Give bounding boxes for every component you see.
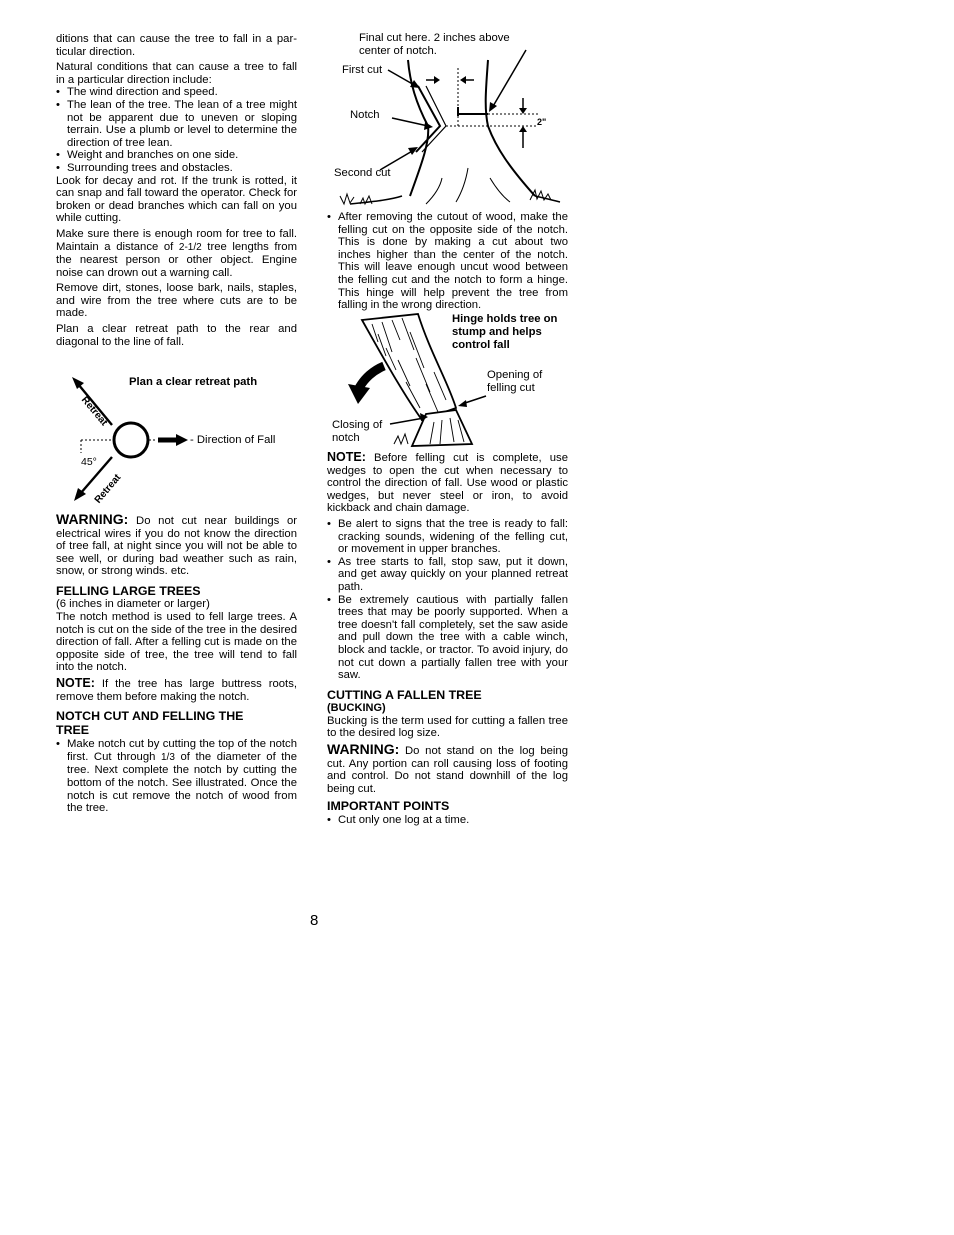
note-label: NOTE: (327, 450, 366, 464)
notch-list (56, 738, 297, 815)
heading-notch-cut: NOTCH CUT AND FELLING THE TREE (56, 709, 244, 737)
closing-label: Closing of notch (332, 419, 383, 444)
note-label: NOTE: (56, 676, 95, 691)
list-item: • Be extremely cautious with partially fallen trees that may be poorly supported. When a tree doesn't fall completely, set the saw aside and pull down the tree with a cable winch, block and tackle, or tractor. To avoid injury, do not cut down a partially fallen tree with your saw. (327, 594, 568, 682)
retreat-figure-title: Plan a clear retreat path (129, 376, 258, 388)
room-paragraph: Make sure there is enough room for tree to fall. Maintain a distance of 2-1/2 tree lengths from the nearest person or other object. Engine noise can drown out a warning call. (56, 227, 297, 279)
retreat-paragraph: Plan a clear retreat path to the rear and diagonal to the line of fall. (56, 323, 297, 348)
list-item: • Surrounding trees and obstacles. (56, 162, 297, 175)
conditions-list (56, 86, 297, 174)
second-cut-label: Second cut (334, 167, 391, 179)
felling-cut-list (327, 211, 568, 312)
left-column-top (56, 33, 297, 351)
hinge-figure (330, 312, 570, 452)
felling-paragraph: The notch method is used to fell large trees. A notch is cut on the side of the tree in the desired direction of fall. After a felling cut is made on the opposite side of tree, the tree will tend to fall into the notch. (56, 611, 297, 674)
list-item: • After removing the cutout of wood, make the felling cut on the opposite side of the notch. This is done by making a cut about two inches higher than the center of the notch. This will leave enough uncut wood between the felling cut and the notch to form a hinge. This hinge will help prevent the tree from falling in the wrong direction. (327, 211, 568, 312)
final-cut-label: Final cut here. 2 inches above center of notch. (359, 32, 510, 57)
hinge-label: Hinge holds tree on stump and helps control fall (452, 313, 558, 351)
angle-label: 45° (81, 456, 97, 468)
warning-label: WARNING: (56, 511, 129, 527)
heading-cutting-fallen-tree: CUTTING A FALLEN TREE (327, 687, 482, 702)
retreat-label-lower: Retreat (92, 472, 124, 506)
heading-bucking: (BUCKING) (327, 702, 386, 715)
safety-list (327, 518, 568, 682)
heading-important-points: IMPORTANT POINTS (327, 799, 450, 814)
remove-debris-paragraph: Remove dirt, stones, loose bark, nails, staples, and wire from the tree where cuts are to be made. (56, 282, 297, 320)
list-item: • The wind direction and speed. (56, 86, 297, 99)
felling-subheading: (6 inches in diameter or larger) (56, 598, 210, 611)
page-number: 8 (310, 912, 319, 929)
direction-of-fall-label: - Direction of Fall (190, 434, 276, 446)
two-inch-label: 2" (537, 117, 547, 127)
warning-paragraph: WARNING: Do not stand on the log being cut. Any portion can roll causing loss of footing and control. Do not stand downhill of the log being cut. (327, 740, 568, 795)
retreat-label-upper: Retreat (78, 394, 110, 429)
hinge-diagram (330, 312, 570, 452)
list-item: • Cut only one log at a time. (327, 814, 568, 827)
intro-paragraph: ditions that can cause the tree to fall in a par-ticular direction. (56, 33, 297, 58)
decay-paragraph: Look for decay and rot. If the trunk is rotted, it can snap and fall toward the operator. Check for broken or dead branches which can fall on you while cutting. (56, 174, 297, 225)
list-item: • Make notch cut by cutting the top of the notch first. Cut through 1/3 of the diameter of the tree. Next complete the notch by cutting the bottom of the notch. See illustrated. Once the notch is cut remove the notch of wood from the tree. (56, 738, 297, 815)
list-item: • As tree starts to fall, stop saw, put it down, and get away quickly on your planned retreat path. (327, 556, 568, 594)
first-cut-label: First cut (342, 64, 383, 76)
points-list (327, 814, 568, 827)
list-item: • The lean of the tree. The lean of a tree might not be apparent due to uneven or sloping terrain. Use a plumb or level to determine the direction of tree lean. (56, 99, 297, 149)
tree-length-fraction: 2-1/2 (178, 241, 202, 253)
right-column-top (327, 211, 568, 312)
opening-label: Opening of felling cut (487, 369, 543, 394)
warning-label: WARNING: (327, 740, 400, 757)
note-paragraph: NOTE: Before felling cut is complete, use wedges to open the cut when necessary to control the direction of fall. Use wood or plastic wedges, but never steel or iron, to avoid kickback and chain damage. (327, 450, 568, 515)
notch-label: Notch (350, 109, 380, 121)
list-item: • Weight and branches on one side. (56, 149, 297, 162)
notch-diagram (330, 28, 570, 210)
notch-cut-figure (330, 28, 570, 210)
retreat-path-figure (60, 370, 310, 510)
warning-paragraph: WARNING: Do not cut near buildings or electrical wires if you do not know the direction of tree fall, at night since you will not be able to see well, or during bad weather such as rain, snow, or strong winds. etc. (56, 511, 297, 578)
natural-conditions-paragraph: Natural conditions that can cause a tree to fall in a particular direction include: (56, 61, 297, 86)
right-column-bottom (327, 451, 568, 826)
left-column-bottom (56, 513, 297, 815)
heading-felling-large-trees: FELLING LARGE TREES (56, 583, 201, 598)
bucking-paragraph: Bucking is the term used for cutting a fallen tree to the desired log size. (327, 714, 568, 740)
notch-fraction: 1/3 (160, 751, 175, 763)
list-item: • Be alert to signs that the tree is ready to fall: cracking sounds, widening of the felling cut, or movement in upper branches. (327, 518, 568, 556)
note-paragraph: NOTE: If the tree has large buttress roots, remove them before making the notch. (56, 676, 297, 703)
